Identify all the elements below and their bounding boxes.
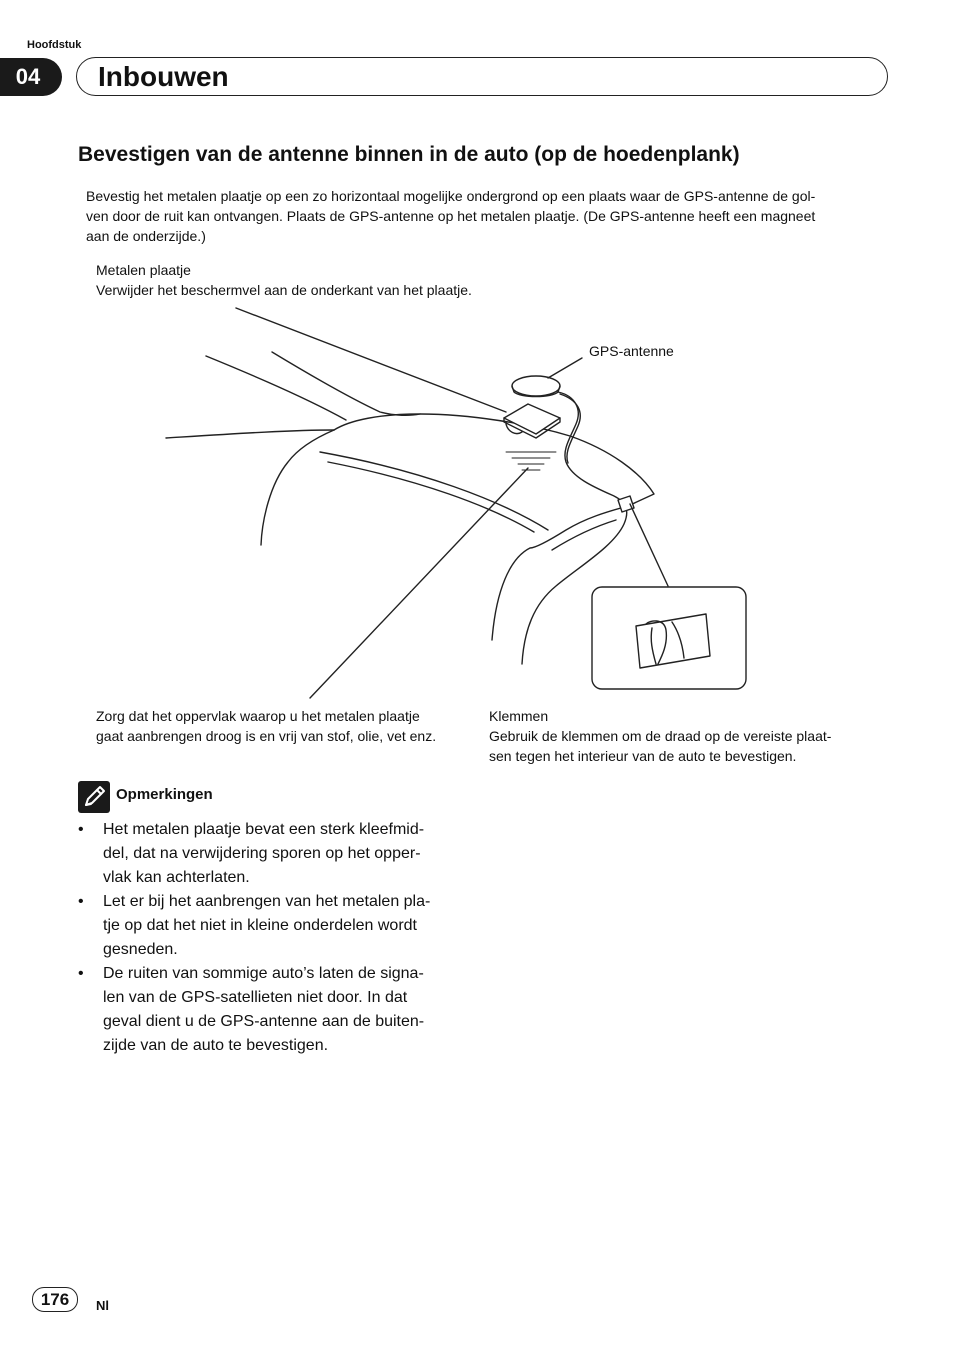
gps-antenna-callout: [589, 341, 674, 361]
clamps-label: Klemmen: [489, 708, 549, 724]
clamps-note-line: sen tegen het interieur van de auto te bevestigen.: [489, 748, 797, 764]
list-item: [78, 818, 468, 890]
list-item: [78, 890, 468, 962]
antenna-cable: [560, 394, 580, 463]
roof-line: [166, 430, 334, 438]
note-line: De ruiten van sommige auto’s laten de signa-: [103, 965, 424, 982]
section-title: Bevestigen van de antenne binnen in de auto (op de hoedenplank): [78, 143, 740, 166]
page-number: 176: [32, 1287, 78, 1312]
note-line: Het metalen plaatje bevat een sterk kleefmid-: [103, 821, 425, 838]
bullet: •: [78, 965, 84, 982]
note-line: gesneden.: [103, 941, 178, 958]
roof-line: [206, 356, 346, 420]
intro-line: ven door de ruit kan ontvangen. Plaats de GPS-antenne op het metalen plaatje. (De GPS-antenne heeft een magneet: [86, 208, 816, 224]
intro-line: aan de onderzijde.): [86, 228, 206, 244]
surface-texture: [506, 452, 556, 470]
bullet: •: [78, 821, 84, 838]
leader-line-gps-antenna: [548, 358, 582, 378]
note-line: zijde van de auto te bevestigen.: [103, 1037, 329, 1054]
list-item: [78, 962, 468, 1058]
note-line: del, dat na verwijdering sporen op het opper-: [103, 845, 421, 862]
clamps-note-line: Gebruik de klemmen om de draad op de vereiste plaat-: [489, 728, 832, 744]
language-code: Nl: [96, 1298, 109, 1313]
leader-line-surface: [310, 468, 528, 698]
note-line: vlak kan achterlaten.: [103, 869, 250, 886]
note-line: geval dient u de GPS-antenne aan de buiten-: [103, 1013, 425, 1030]
chapter-number-badge: 04: [0, 58, 62, 96]
metal-plate-callout: [96, 260, 472, 300]
seat-top: [320, 452, 548, 530]
surface-callout: [96, 706, 436, 746]
chapter-title: Inbouwen: [98, 61, 229, 92]
gps-antenna-body: [512, 376, 560, 396]
parcel-shelf-edge: [261, 430, 334, 545]
roof-line: [272, 352, 420, 415]
surface-note-line: gaat aanbrengen droog is en vrij van stof, olie, vet enz.: [96, 728, 437, 744]
notes-list: [78, 818, 468, 1058]
note-line: Let er bij het aanbrengen van het metalen pla-: [103, 893, 431, 910]
note-line: tje op dat het niet in kleine onderdelen wordt: [103, 917, 417, 934]
notes-heading: Opmerkingen: [116, 786, 213, 803]
chapter-label: Hoofdstuk: [27, 39, 82, 51]
surface-note-line: Zorg dat het oppervlak waarop u het metalen plaatje: [96, 708, 420, 724]
gps-antenna-label: GPS-antenne: [589, 343, 674, 359]
metal-plate-note: Verwijder het beschermvel aan de onderkant van het plaatje.: [96, 282, 472, 298]
pencil-icon: [78, 781, 110, 813]
clamp-marker: [618, 496, 634, 512]
leader-line-metal-plate: [236, 308, 506, 412]
bullet: •: [78, 893, 84, 910]
leader-line-clamp: [630, 504, 668, 586]
metal-plate: [504, 404, 560, 434]
intro-line: Bevestig het metalen plaatje op een zo horizontaal mogelijke ondergrond op een plaats waar de GPS-antenne de gol-: [86, 188, 816, 204]
note-line: len van de GPS-satellieten niet door. In dat: [103, 989, 408, 1006]
seat-top: [328, 462, 534, 532]
metal-plate-label: Metalen plaatje: [96, 262, 191, 278]
clamps-callout: [489, 706, 831, 766]
